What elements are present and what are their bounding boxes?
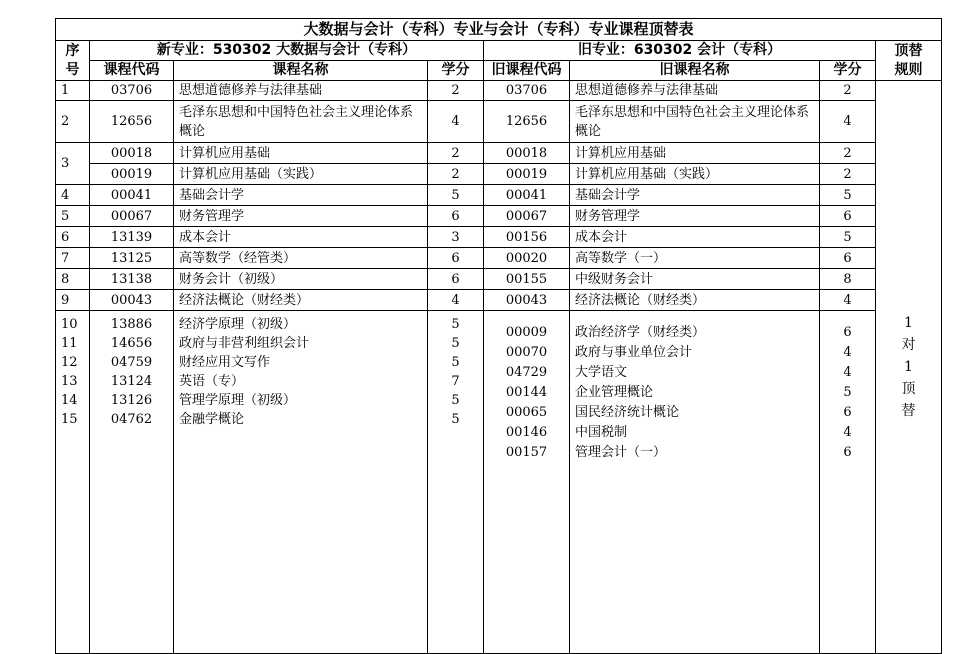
row-credit: 3 bbox=[428, 227, 484, 248]
group-row bbox=[56, 311, 942, 654]
row-code: 13125 bbox=[90, 248, 174, 269]
row-seq: 1 bbox=[56, 81, 90, 101]
group-credits: 5 5 5 7 5 5 bbox=[428, 311, 484, 654]
row-old-code: 12656 bbox=[484, 101, 570, 143]
row-code: 13138 bbox=[90, 269, 174, 290]
row-name: 思想道德修养与法律基础 bbox=[174, 81, 428, 101]
group-old-names: 政治经济学（财经类） 政府与事业单位会计 大学语文 企业管理概论 国民经济统计概论 中国税制 管理会计（一） bbox=[570, 311, 820, 654]
row-name: 财务会计（初级） bbox=[174, 269, 428, 290]
row-old-name: 毛泽东思想和中国特色社会主义理论体系概论 bbox=[570, 101, 820, 143]
rule-header bbox=[876, 41, 942, 81]
row-old-code: 00041 bbox=[484, 185, 570, 206]
table-row bbox=[56, 101, 942, 143]
row-name: 经济法概论（财经类） bbox=[174, 290, 428, 311]
row-old-credit: 2 bbox=[820, 143, 876, 164]
row-credit: 2 bbox=[428, 143, 484, 164]
old-major-header: 旧专业：630302 会计（专科） bbox=[484, 41, 876, 61]
row-old-name: 成本会计 bbox=[570, 227, 820, 248]
row-code: 12656 bbox=[90, 101, 174, 143]
rule-header-top: 顶替 bbox=[894, 42, 923, 59]
rule-one-to-one: 1 对 1 顶 替 bbox=[876, 81, 942, 654]
row-seq: 9 bbox=[56, 290, 90, 311]
seq-header-top: 序 bbox=[65, 42, 80, 59]
group-names: 经济学原理（初级） 政府与非营利组织会计 财经应用文写作 英语（专） 管理学原理（初级） 金融学概论 bbox=[174, 311, 428, 654]
row-old-code: 00067 bbox=[484, 206, 570, 227]
row-old-credit: 2 bbox=[820, 164, 876, 185]
row-old-credit: 5 bbox=[820, 227, 876, 248]
row-seq: 4 bbox=[56, 185, 90, 206]
row-credit: 5 bbox=[428, 185, 484, 206]
name-header: 课程名称 bbox=[174, 61, 428, 81]
row-name: 财务管理学 bbox=[174, 206, 428, 227]
old-name-header: 旧课程名称 bbox=[570, 61, 820, 81]
row-old-code: 00018 bbox=[484, 143, 570, 164]
row-old-name: 高等数学（一） bbox=[570, 248, 820, 269]
row-credit: 6 bbox=[428, 269, 484, 290]
row-old-credit: 6 bbox=[820, 248, 876, 269]
row-old-credit: 5 bbox=[820, 185, 876, 206]
group-old-credits: 6 4 4 5 6 4 6 bbox=[820, 311, 876, 654]
table-row bbox=[56, 269, 942, 290]
row-old-credit: 8 bbox=[820, 269, 876, 290]
row-code: 00019 bbox=[90, 164, 174, 185]
group-seqs: 10 11 12 13 14 15 bbox=[56, 311, 90, 654]
row-name: 基础会计学 bbox=[174, 185, 428, 206]
row-code: 03706 bbox=[90, 81, 174, 101]
group-codes: 13886 14656 04759 13124 13126 04762 bbox=[90, 311, 174, 654]
row-old-name: 财务管理学 bbox=[570, 206, 820, 227]
old-credit-header: 学分 bbox=[820, 61, 876, 81]
row-name: 毛泽东思想和中国特色社会主义理论体系概论 bbox=[174, 101, 428, 143]
row-old-credit: 2 bbox=[820, 81, 876, 101]
row-credit: 4 bbox=[428, 290, 484, 311]
row-old-name: 中级财务会计 bbox=[570, 269, 820, 290]
row-credit: 6 bbox=[428, 248, 484, 269]
table-row bbox=[56, 206, 942, 227]
row-name: 成本会计 bbox=[174, 227, 428, 248]
table-row bbox=[56, 290, 942, 311]
row-old-code: 00043 bbox=[484, 290, 570, 311]
row-seq: 5 bbox=[56, 206, 90, 227]
row-old-credit: 4 bbox=[820, 290, 876, 311]
table-row bbox=[56, 164, 942, 185]
row-old-code: 00156 bbox=[484, 227, 570, 248]
table-row bbox=[56, 227, 942, 248]
row-old-name: 计算机应用基础（实践） bbox=[570, 164, 820, 185]
row-code: 00067 bbox=[90, 206, 174, 227]
row-old-code: 03706 bbox=[484, 81, 570, 101]
group-old-codes: 00009 00070 04729 00144 00065 00146 00157 bbox=[484, 311, 570, 654]
row-name: 计算机应用基础 bbox=[174, 143, 428, 164]
row-old-name: 基础会计学 bbox=[570, 185, 820, 206]
table-row bbox=[56, 248, 942, 269]
row-seq: 7 bbox=[56, 248, 90, 269]
table-row bbox=[56, 81, 942, 101]
row-old-code: 00020 bbox=[484, 248, 570, 269]
row-old-code: 00019 bbox=[484, 164, 570, 185]
row-old-name: 经济法概论（财经类） bbox=[570, 290, 820, 311]
row-seq: 3 bbox=[56, 143, 90, 185]
rule-header-bottom: 规则 bbox=[894, 61, 923, 78]
row-name: 计算机应用基础（实践） bbox=[174, 164, 428, 185]
row-credit: 6 bbox=[428, 206, 484, 227]
row-seq: 8 bbox=[56, 269, 90, 290]
row-old-credit: 4 bbox=[820, 101, 876, 143]
table-title: 大数据与会计（专科）专业与会计（专科）专业课程顶替表 bbox=[56, 19, 942, 41]
seq-header-bottom: 号 bbox=[65, 61, 80, 78]
row-old-code: 00155 bbox=[484, 269, 570, 290]
course-substitution-table bbox=[55, 18, 942, 654]
row-code: 00041 bbox=[90, 185, 174, 206]
row-credit: 2 bbox=[428, 164, 484, 185]
row-code: 13139 bbox=[90, 227, 174, 248]
old-code-header: 旧课程代码 bbox=[484, 61, 570, 81]
new-major-header: 新专业：530302 大数据与会计（专科） bbox=[90, 41, 484, 61]
row-credit: 2 bbox=[428, 81, 484, 101]
row-seq: 2 bbox=[56, 101, 90, 143]
row-old-name: 思想道德修养与法律基础 bbox=[570, 81, 820, 101]
row-old-credit: 6 bbox=[820, 206, 876, 227]
seq-header bbox=[56, 41, 90, 81]
row-credit: 4 bbox=[428, 101, 484, 143]
row-name: 高等数学（经管类） bbox=[174, 248, 428, 269]
credit-header: 学分 bbox=[428, 61, 484, 81]
table-row bbox=[56, 143, 942, 164]
row-code: 00043 bbox=[90, 290, 174, 311]
row-code: 00018 bbox=[90, 143, 174, 164]
row-old-name: 计算机应用基础 bbox=[570, 143, 820, 164]
row-seq: 6 bbox=[56, 227, 90, 248]
code-header: 课程代码 bbox=[90, 61, 174, 81]
table-row bbox=[56, 185, 942, 206]
